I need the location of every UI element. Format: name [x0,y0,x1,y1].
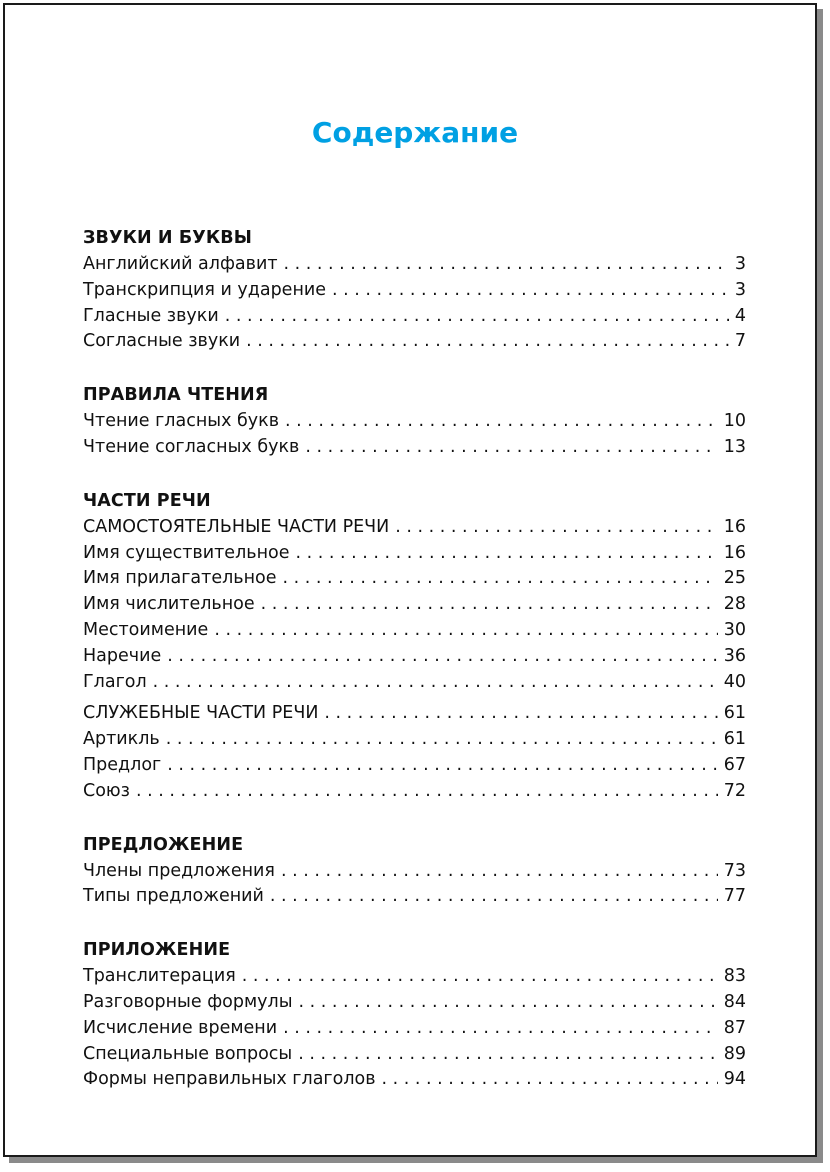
entry-page: 16 [723,542,746,563]
page-title: Содержание [311,116,519,149]
toc-entry[interactable] [83,618,746,644]
entry-page: 16 [723,516,746,537]
entry-label: Транскрипция и ударение [83,279,327,300]
toc-entry[interactable] [83,1016,746,1042]
toc-entry[interactable] [83,1067,746,1093]
entry-label: Глагол [83,671,147,692]
dot-leader [324,701,717,727]
dot-leader [283,566,718,592]
toc-entry[interactable] [83,1042,746,1068]
entry-page: 3 [734,254,746,274]
dot-leader [284,252,729,278]
toc-entry[interactable] [83,252,746,278]
dot-leader [225,304,729,330]
dot-leader [299,990,718,1016]
entry-page: 87 [723,1017,746,1038]
table-of-contents [83,224,746,1119]
entry-label: Чтение гласных букв [83,411,280,432]
entry-page: 94 [723,1069,746,1090]
entry-page: 77 [723,886,746,907]
dot-leader [246,329,729,355]
entry-label: Специальные вопросы [83,1043,293,1064]
entry-page: 7 [734,331,746,352]
toc-entry[interactable] [83,541,746,567]
entry-label: САМОСТОЯТЕЛЬНЫЕ ЧАСТИ РЕЧИ [83,516,390,537]
entry-page: 30 [723,619,746,640]
entry-page: 3 [734,279,746,300]
toc-entry[interactable] [83,329,746,355]
entry-label: Союз [83,780,130,801]
entry-page: 25 [723,568,746,589]
section-heading: ЗВУКИ И БУКВЫ [83,228,252,248]
section-heading: ЧАСТИ РЕЧИ [83,490,211,511]
entry-label: Типы предложений [83,886,264,907]
toc-section-reading [83,381,746,461]
toc-entry[interactable] [83,435,746,461]
entry-label: Наречие [83,645,162,666]
entry-page: 40 [723,671,746,692]
dot-leader [332,278,729,304]
toc-entry[interactable] [83,990,746,1016]
toc-entry[interactable] [83,670,746,696]
dot-leader [136,779,718,805]
entry-page: 73 [723,860,746,881]
entry-label: Исчисление времени [83,1017,278,1038]
entry-label: Члены предложения [83,860,275,881]
dot-leader [283,1016,718,1042]
toc-section-parts-of-speech [83,487,746,805]
entry-label: Гласные звуки [83,305,219,326]
toc-entry[interactable] [83,701,746,727]
entry-label: Имя существительное [83,542,290,563]
dot-leader [153,670,718,696]
toc-section-sounds [83,224,746,355]
dot-leader [242,964,718,990]
entry-page: 83 [723,966,746,987]
entry-label: СЛУЖЕБНЫЕ ЧАСТИ РЕЧИ [83,703,319,724]
toc-entry[interactable] [83,644,746,670]
dot-leader [298,1042,717,1068]
entry-page: 67 [723,754,746,775]
toc-entry[interactable] [83,779,746,805]
toc-entry[interactable] [83,592,746,618]
toc-entry[interactable] [83,727,746,753]
entry-page: 89 [723,1043,746,1064]
toc-entry[interactable] [83,304,746,330]
toc-entry[interactable] [83,884,746,910]
entry-label: Имя прилагательное [83,568,277,589]
entry-label: Транслитерация [83,966,236,987]
entry-page: 61 [723,729,746,750]
entry-page: 36 [723,645,746,666]
entry-page: 4 [734,305,746,326]
page-frame [3,3,817,1157]
dot-leader [296,541,718,567]
entry-label: Местоимение [83,619,209,640]
entry-label: Согласные звуки [83,331,241,352]
dot-leader [167,644,717,670]
dot-leader [270,884,718,910]
toc-section-sentence [83,831,746,911]
entry-label: Формы неправильных глаголов [83,1069,376,1090]
dot-leader [166,727,718,753]
dot-leader [214,618,717,644]
entry-page: 28 [723,594,746,615]
entry-label: Разговорные формулы [83,991,293,1012]
entry-page: 72 [723,780,746,801]
entry-page: 13 [723,436,746,457]
entry-page: 61 [723,703,746,724]
dot-leader [281,859,718,885]
toc-entry[interactable] [83,753,746,779]
toc-entry[interactable] [83,859,746,885]
entry-label: Артикль [83,729,160,750]
dot-leader [395,515,717,541]
toc-entry[interactable] [83,964,746,990]
entry-label: Имя числительное [83,594,255,615]
dot-leader [167,753,717,779]
toc-section-appendix [83,936,746,1093]
toc-entry[interactable] [83,515,746,541]
entry-label: Предлог [83,754,162,775]
toc-entry[interactable] [83,566,746,592]
dot-leader [261,592,718,618]
section-heading: ПРИЛОЖЕНИЕ [83,940,231,961]
entry-page: 84 [723,991,746,1012]
entry-page: 10 [723,411,746,432]
entry-label: Английский алфавит [83,254,278,274]
dot-leader [382,1067,718,1093]
section-heading: ПРЕДЛОЖЕНИЕ [83,834,244,855]
toc-entry[interactable] [83,409,746,435]
entry-label: Чтение согласных букв [83,436,300,457]
dot-leader [285,409,718,435]
dot-leader [305,435,717,461]
toc-entry[interactable] [83,278,746,304]
section-heading: ПРАВИЛА ЧТЕНИЯ [83,385,269,406]
